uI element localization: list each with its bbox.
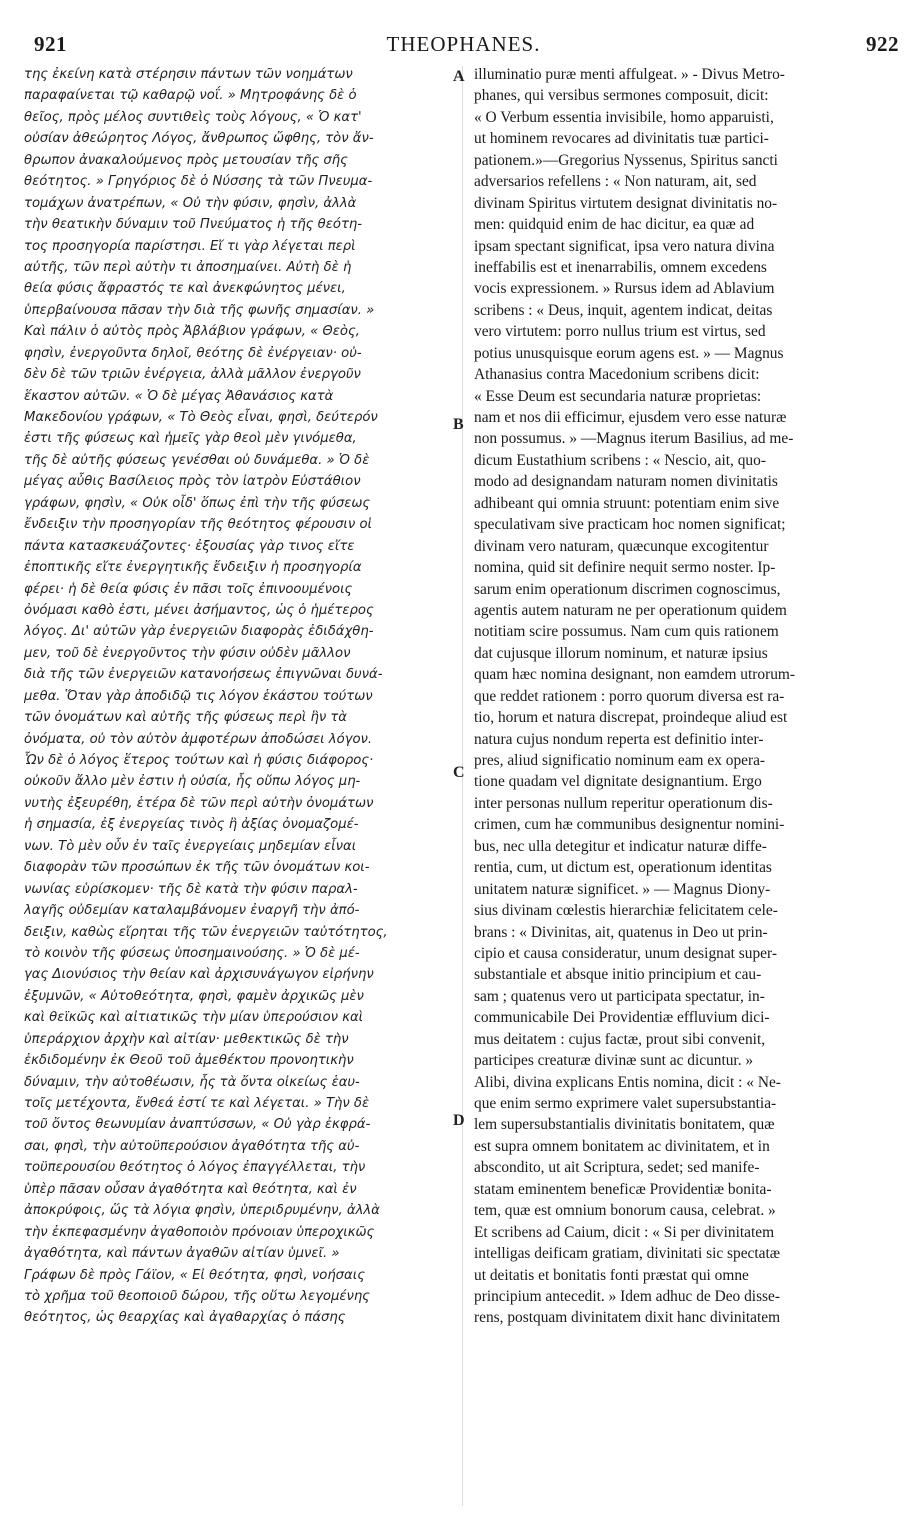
greek-text-line: τοῖς μετέχοντα, ἔνθεά ἐστί τε καὶ λέγεται. » Τὴν δὲ (24, 1096, 370, 1111)
greek-text-line: ἀγαθότητα, καὶ πάντων ἀγαθῶν αἰτίαν ὑμνεῖ. » (24, 1246, 340, 1262)
latin-text-line: scribens : « Deus, inquit, agentem indicat, deitas (474, 301, 773, 319)
margin-letter-d: D (453, 1112, 465, 1129)
latin-text-line: ipsam spectant significat, ipsa vero natura divina (474, 237, 775, 255)
latin-text-line: dicum Eustathium scribens : « Nescio, ait, quo- (474, 451, 766, 469)
greek-text-line: Καὶ πάλιν ὁ αὐτὸς πρὸς Ἀβλάβιον γράφων, « Θεὸς, (24, 324, 360, 340)
greek-text-line: οὐσίαν ἀθεώρητος Λόγος, ἄνθρωπος ὤφθης, τὸν ἄν- (24, 131, 374, 147)
greek-text-line: ἐστι τῆς φύσεως καὶ ἡμεῖς γὰρ θεοὶ μὲν γινόμεθα, (24, 431, 357, 447)
greek-text-line: τὴν θεατικὴν δύναμιν τοῦ Πνεύματος ἡ τῆς θεότη- (24, 217, 363, 233)
greek-text-line: ἐποπτικῆς εἴτε ἐνεργητικῆς ἔνδειξιν ἡ προσηγορία (24, 560, 362, 576)
latin-text-line: nam et nos dii efficimur, ejusdem vero esse naturæ (474, 409, 787, 426)
latin-text-line: tem, quæ est omnium bonorum causa, celebrat. » (474, 1202, 776, 1220)
greek-text-line: ἡ σημασία, ἐξ ἐνεργείας τινὸς ἢ ἀξίας ὀνομαζομέ- (24, 817, 359, 833)
greek-text-line: τος προσηγορία παρίστησι. Εἴ τι γὰρ λέγεται περὶ (24, 238, 356, 254)
greek-text-line: οὐκοῦν ἄλλο μὲν ἐστιν ἡ οὐσία, ἧς οὔπω λόγος μη- (24, 774, 361, 790)
greek-text-line: νυτὴς ἐξευρέθη, ἑτέρα δὲ τῶν περὶ αὐτὴν ὀνομάτων (24, 795, 374, 811)
greek-text-line: σαι, φησὶ, τὴν αὐτοϋπερούσιον ἀγαθότητα τῆς αὐ- (24, 1138, 360, 1154)
greek-text-line: τοῦ ὄντος θεωνυμίαν ἀναπτύσσων, « Οὐ γὰρ ἐκφρά- (24, 1117, 371, 1133)
latin-text-line: vocis expressionem. » Rursus idem ad Ablavium (474, 280, 775, 298)
greek-text-line: θεῖος, πρὸς μέλος συντιθεὶς τοὺς λόγους, « Ὁ κατ' (24, 109, 362, 125)
page-number-right: 922 (866, 32, 899, 56)
latin-text-line: rentia, cum, ut dictum est, operationum identitas (474, 859, 772, 877)
greek-text-line: ἐκδιδομένην ἐκ Θεοῦ τοῦ ἀμεθέκτου προνοητικὴν (24, 1053, 354, 1069)
greek-text-line: Μακεδονίου γράφων, « Τὸ Θεὸς εἶναι, φησὶ, δεύτερόν (24, 410, 378, 425)
latin-text-line: « O Verbum essentia invisibile, homo apparuisti, (474, 108, 774, 126)
greek-text-line: θεία φύσις ἄφραστός τε καὶ ἀνεκφώνητος μένει, (24, 281, 346, 297)
latin-text-line: Alibi, divina explicans Entis nomina, dicit : « Ne- (474, 1073, 781, 1091)
latin-text-line: non possumus. » —Magnus iterum Basilius, ad me- (474, 430, 794, 448)
greek-text-line: ὑπερβαίνουσα πᾶσαν τὴν διὰ τῆς φωνῆς σημασίαν. » (24, 302, 375, 318)
greek-text-line: διαφορὰν τῶν προσώπων ἐκ τῆς τῶν ὀνομάτων κοι- (24, 860, 370, 876)
greek-text-line: γας Διονύσιος τὴν θείαν καὶ ἀρχισυνάγωγον εἰρήνην (24, 967, 374, 983)
greek-text-line: ὀνόμασι καθὸ ἐστι, μένει ἀσήμαντος, ὡς ὁ ἡμέτερος (24, 602, 374, 618)
latin-text-line: substantiale et absque initio principium et cau- (474, 966, 762, 984)
greek-text-line: τὴν ἐκπεφασμένην ἀγαθοποιὸν πρόνοιαν ὑπεροχικῶς (24, 1224, 375, 1240)
latin-text-line: modo ad designandam naturam nomen divinitatis (474, 473, 778, 491)
page-header (28, 32, 899, 62)
greek-text-line: παραφαίνεται τῷ καθαρῷ νοΐ. » Μητροφάνης δὲ ὁ (24, 88, 357, 104)
page-number-left: 921 (34, 32, 67, 56)
greek-text-line: θεότητος. » Γρηγόριος δὲ ὁ Νύσσης τὰ τῶν Πνευμα- (24, 174, 373, 190)
latin-text-line: intelligas deificam gratiam, divinitati sic spectatæ (474, 1245, 781, 1263)
latin-text-line: crimen, cum hæ communibus designentur nomini- (474, 816, 785, 834)
greek-text-line: πάντα κατασκευάζοντες· ἐξουσίας γὰρ τινος εἴτε (24, 538, 355, 554)
latin-text-line: illuminatio puræ menti affulgeat. » - Divus Metro- (474, 66, 785, 83)
greek-text-line: λόγος. Δι' αὐτῶν γὰρ ἐνεργειῶν διαφορὰς ἐδιδάχθη- (24, 624, 374, 640)
greek-text-line: ὑπὲρ πᾶσαν οὖσαν ἀγαθότητα καὶ θεότητα, καὶ ἐν (24, 1181, 357, 1197)
latin-text-line: nomina, quid sit definire nequit sermo noster. Ip- (474, 559, 776, 577)
latin-text-line: lem supersubstantialis divinitatis bonitatem, quæ (474, 1116, 775, 1134)
greek-text-line: ὑπεράρχιον ἀρχὴν καὶ αἰτίαν· μεθεκτικῶς δὲ τὴν (24, 1031, 349, 1047)
latin-text-line: pres, aliud significatio nominum eam ex opera- (474, 752, 766, 769)
latin-text-line: ut hominem revocares ad divinitatis tuæ partici- (474, 130, 769, 148)
greek-text-line: ὀνόματα, οὐ τὸν αὐτὸν ἀμφοτέρων ἀποδώσει λόγον. (24, 731, 373, 747)
greek-text-line: τῆς δὲ αὐτῆς φύσεως γενέσθαι οὐ δυνάμεθα. » Ὁ δὲ (24, 452, 370, 468)
latin-text-line: statam eminentem beneficæ Providentiæ bonita- (474, 1180, 772, 1198)
greek-text-line: τὸ κοινὸν τῆς φύσεως ὑποσημαινούσης. » Ὁ δὲ μέ- (24, 945, 360, 961)
latin-text-line: cipio et causa consideratur, unum designat super- (474, 944, 777, 962)
latin-text-line: vero virtutem: porro nullus trium est virtus, sed (474, 323, 766, 341)
greek-text-line: τῶν ὀνομάτων καὶ αὐτῆς τῆς φύσεως περὶ ἣν τὰ (24, 710, 348, 726)
greek-text-line: ἀποκρύφοις, ὥς τὰ λόγια φησὶν, ὑπεριδρυμένην, ἀλλὰ (24, 1203, 380, 1219)
greek-text-line: φησὶν, ἐνεργοῦντα δηλοῖ, θεότης δὲ ἐνέργειαν· οὐ- (24, 345, 362, 361)
latin-text-line: speculativam sive practicam hoc nomen significat; (474, 516, 786, 534)
latin-text-line: quam hæc nomina designant, non eamdem utrorum- (474, 666, 795, 684)
greek-text-line: καὶ θεϊκῶς καὶ αἰτιατικῶς τὴν μίαν ὑπερούσιον καὶ (24, 1010, 364, 1026)
latin-text-line: rens, postquam divinitatem dixit hanc divinitatem (474, 1309, 781, 1327)
latin-text-line: sius divinam cœlestis hierarchiæ felicitatem cele- (474, 902, 778, 920)
greek-text-line: νωνίας εὑρίσκομεν· τῆς δὲ κατὰ τὴν φύσιν παραλ- (24, 881, 358, 897)
greek-text-line: λαγῆς οὐδεμίαν καταλαμβάνομεν ἐναργῆ τὴν ἀπό- (24, 903, 360, 919)
latin-text-line: ut deitatis et bonitatis fonti præstat qui omne (474, 1266, 749, 1284)
latin-text-line: notitiam scire possumus. Nam cum quis rationem (474, 623, 779, 641)
latin-text-line: « Esse Deum est secundaria naturæ proprietas: (474, 387, 762, 405)
latin-text-line: principium antecedit. » Idem adhuc de Deo disse- (474, 1287, 781, 1305)
latin-text-line: mus deitatem : cujus factæ, prout sibi convenit, (474, 1030, 766, 1048)
latin-text-line: brans : « Divinitas, ait, quatenus in Deo ut prin- (474, 923, 768, 941)
greek-text-line: θρωπον ἀνακαλούμενος πρὸς μετουσίαν τῆς σῆς (24, 152, 348, 168)
latin-text-line: Et scribens ad Caium, dicit : « Si per divinitatem (474, 1223, 775, 1241)
latin-text-line: bus, nec ulla detegitur et indicatur naturæ diffe- (474, 837, 767, 855)
greek-text-line: τὸ χρῆμα τοῦ θεοποιοῦ δώρου, τῆς οὕτω λεγομένης (24, 1288, 370, 1304)
latin-text-line: communicabile Dei Providentiæ effluvium dici- (474, 1009, 770, 1027)
latin-text-line: natura cujus nondum reperta est definitio inter- (474, 730, 764, 748)
latin-text-line: pationem.»—Gregorius Nyssenus, Spiritus sancti (474, 151, 778, 169)
latin-text-line: dat cujusque illorum nominum, et naturæ ipsius (474, 644, 768, 662)
greek-text-column (24, 64, 452, 1516)
greek-text-line: μέγας αὖθις Βασίλειος πρὸς τὸν ἰατρὸν Εὐστάθιον (24, 474, 361, 490)
greek-text-line: θεότητος, ὡς θεαρχίας καὶ ἀγαθαρχίας ὁ πάσης (24, 1310, 346, 1326)
margin-letter-a: A (453, 68, 465, 85)
latin-text-line: est supra omnem bonitatem ac divinitatem, et in (474, 1137, 770, 1155)
latin-text-line: unitatem naturæ significet. » — Magnus Diony- (474, 880, 771, 898)
latin-text-line: divinam vero naturam, quæcunque excogitentur (474, 537, 769, 555)
greek-text-line: φέρει· ἡ δὲ θεία φύσις ἐν πᾶσι τοῖς ἐπινοουμένοις (24, 581, 353, 597)
greek-text-line: της ἐκείνη κατὰ στέρησιν πάντων τῶν νοημάτων (24, 67, 353, 82)
greek-text-line: αὐτῆς, τῶν περὶ αὐτὴν τι ἀποσημαίνει. Αὐτὴ δὲ ἡ (24, 259, 352, 275)
running-title: THEOPHANES. (386, 32, 541, 56)
greek-text-line: νων. Τὸ μὲν οὖν ἐν ταῖς ἐνεργείαις μηδεμίαν εἶναι (24, 838, 357, 854)
margin-letter-c: C (453, 764, 465, 781)
latin-text-line: que reddet rationem : porro quorum diversa est ra- (474, 687, 785, 705)
latin-text-line: que enim sermo exprimere valet supersubstantia- (474, 1095, 777, 1112)
greek-text-line: δειξιν, καθὼς εἴρηται τῆς τῶν ἐνεργειῶν ταὐτότητος, (24, 924, 388, 940)
greek-text-line: τομάχων ἀνατρέπων, « Οὐ τὴν φύσιν, φησὶν, ἀλλὰ (24, 195, 357, 211)
latin-text-line: phanes, qui versibus sermones composuit, dicit: (474, 87, 769, 105)
greek-text-line: ἐξυμνῶν, « Αὐτοθεότητα, φησὶ, φαμὲν ἀρχικῶς μὲν (24, 988, 364, 1004)
greek-text-line: ἕκαστον αὐτῶν. « Ὁ δὲ μέγας Ἀθανάσιος κατὰ (24, 388, 334, 404)
latin-text-line: adhibeant qui omnia struunt: potentiam enim sive (474, 494, 780, 512)
latin-text-line: divinam Spiritus virtutem designat divinitatis no- (474, 194, 778, 212)
latin-text-line: abscondito, ut ait Scriptura, sedet; sed manife- (474, 1159, 760, 1177)
latin-text-line: sarum enim operationum discrimen cognoscimus, (474, 580, 781, 598)
greek-text-line: ἔνδειξιν τὴν προσηγορίαν τῆς θεότητος φέρουσιν οἱ (24, 517, 372, 533)
latin-text-line: sam ; quatenus vero ut participata spectatur, in- (474, 987, 765, 1005)
latin-text-line: participes creaturæ divinæ sunt ac dicuntur. » (474, 1052, 754, 1070)
greek-text-line: δὲν δὲ τῶν τριῶν ἐνέργεια, ἀλλὰ μᾶλλον ἐνεργοῦν (24, 367, 361, 383)
latin-text-line: ineffabilis est et inenarrabilis, omnem excedens (474, 258, 767, 276)
column-divider (462, 66, 463, 1506)
latin-text-line: men: quidquid enim de hac dicitur, ea quæ ad (474, 216, 755, 234)
greek-text-line: τοϋπερουσίου θεότητος ὁ λόγος ἐπαγγέλλεται, τὴν (24, 1160, 366, 1176)
latin-text-line: tione quadam vel dignitate designantium. Ergo (474, 773, 762, 791)
latin-text-line: potius unusquisque eorum agens est. » — Magnus (474, 344, 784, 362)
latin-text-line: tio, horum et natura discrepat, proindeque aliud est (474, 709, 788, 727)
latin-text-line: agentis autem naturam ne per operationum quidem (474, 601, 787, 619)
greek-text-line: μεθα. Ὅταν γὰρ ἀποδιδῷ τις λόγον ἑκάστου τούτων (24, 688, 373, 704)
margin-letter-b: B (453, 416, 464, 433)
greek-text-line: Ὧν δὲ ὁ λόγος ἕτερος τούτων καὶ ἡ φύσις διάφορος· (24, 753, 374, 768)
greek-text-line: δύναμιν, τὴν αὐτοθέωσιν, ἧς τὰ ὄντα οἰκείως ἑαυ- (24, 1074, 360, 1090)
greek-text-line: γράφων, φησὶν, « Οὐκ οἶδ' ὅπως ἐπὶ τὴν τῆς φύσεως (24, 495, 371, 511)
greek-text-line: μεν, τοῦ δὲ ἐνεργοῦντος τὴν φύσιν οὐδὲν μᾶλλον (24, 645, 351, 661)
latin-text-line: Athanasius contra Macedonium scribens dicit: (474, 366, 760, 384)
greek-text-line: Γράφων δὲ πρὸς Γάϊον, « Εἰ θεότητα, φησὶ, νοήσαις (24, 1267, 365, 1283)
latin-text-line: inter personas nullum reperitur operationum dis- (474, 794, 773, 812)
greek-text-line: διὰ τῆς τῶν ἐνεργειῶν κατανοήσεως ἐπιγνῶναι δυνά- (24, 667, 383, 683)
latin-text-column (474, 64, 902, 1516)
latin-text-line: adversarios refellens : « Non naturam, ait, sed (474, 173, 757, 191)
